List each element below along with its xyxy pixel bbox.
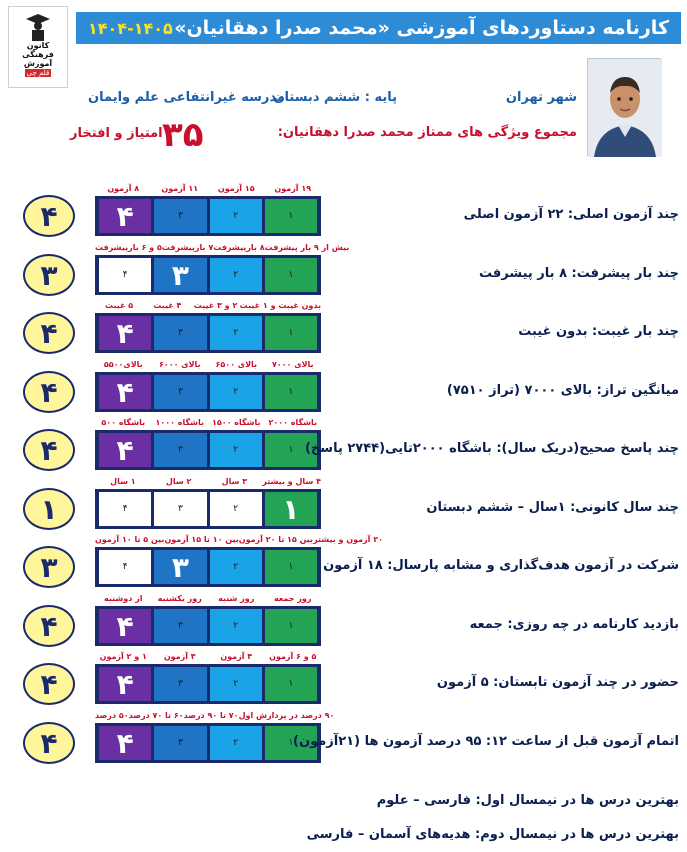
logo-text-1: کانون — [26, 41, 50, 50]
level-caption: ۵ و ۶ آزمون — [269, 652, 317, 661]
achievement-label: چند بار غیبت: بدون غیبت — [518, 324, 679, 339]
level-caption: ۵۰ درصد — [95, 711, 129, 720]
achievement-label: چند بار پیشرفت: ۸ بار پیشرفت — [478, 266, 679, 281]
row-captions — [95, 418, 321, 427]
level-cell: ۲ — [210, 550, 262, 584]
level-caption: بین ۱۵ تا ۲۰ آزمون — [238, 535, 314, 544]
row-captions — [95, 594, 321, 603]
score-caption: امتیاز و افتخار — [70, 126, 163, 141]
level-caption: ۳ سال — [221, 477, 248, 486]
achievement-label: چند آزمون اصلی: ۲۲ آزمون اصلی — [463, 207, 679, 222]
title-years: ۱۴۰۴-۱۴۰۵ — [88, 18, 173, 38]
level-caption: ۸ بارپیشرفت — [213, 243, 265, 252]
level-caption: ۳ آزمون — [163, 652, 196, 661]
level-caption: باشگاه ۲۰۰۰ — [268, 418, 318, 427]
level-caption: ۱ سال — [110, 477, 136, 486]
logo-tag: قلم چی — [26, 69, 50, 77]
city-label: شهر تهران — [505, 90, 577, 105]
level-cell: ۲ — [210, 609, 262, 643]
level-caption: ۲ سال — [165, 477, 192, 486]
page-title: کارنامه دستاوردهای آموزشی «محمد صدرا دهقانیان» — [174, 17, 669, 39]
student-portrait-icon — [588, 59, 662, 157]
level-cell: ۳ — [154, 375, 206, 409]
level-cell: ۲ — [210, 726, 262, 760]
level-strip — [95, 313, 321, 353]
achievement-label: چند سال کانونی: ۱سال – ششم دبستان — [426, 500, 679, 515]
level-caption: ۱۱ آزمون — [161, 184, 199, 193]
level-cell: ۳ — [154, 667, 206, 701]
level-cell: ۱ — [265, 550, 317, 584]
level-caption: ۵ و ۶ بارپیشرفت — [95, 243, 162, 252]
level-caption: بالای ۶۵۰۰ — [215, 360, 258, 369]
level-caption: ۲ و ۳ غیبت — [193, 301, 238, 310]
row-captions — [95, 184, 321, 193]
level-caption: روز یکشنبه — [157, 594, 202, 603]
level-cell: ۲ — [210, 258, 262, 292]
level-caption: ۵ غیبت — [105, 301, 134, 310]
level-strip — [95, 255, 321, 295]
level-caption: ۸ آزمون — [107, 184, 140, 193]
level-cell-selected: ۴ — [99, 667, 151, 701]
total-score: ۳۵ — [162, 115, 204, 155]
level-caption: بیش از ۹ بار پیشرفت — [264, 243, 350, 252]
row-score-badge: ۴ — [23, 722, 75, 764]
level-cell-selected: ۴ — [99, 433, 151, 467]
level-caption: بالای ۶۰۰۰ — [158, 360, 201, 369]
logo-text-3: آموزش — [23, 59, 53, 68]
level-cell: ۴ — [99, 258, 151, 292]
kanoon-logo — [8, 6, 68, 88]
level-cell: ۱ — [265, 609, 317, 643]
level-cell-selected: ۴ — [99, 375, 151, 409]
row-captions — [95, 711, 335, 720]
level-cell-selected: ۳ — [154, 550, 206, 584]
level-cell: ۲ — [210, 375, 262, 409]
level-strip — [95, 372, 321, 412]
level-cell: ۳ — [154, 609, 206, 643]
level-cell: ۱ — [265, 375, 317, 409]
level-cell: ۱ — [265, 199, 317, 233]
row-score-badge: ۴ — [23, 663, 75, 705]
school-label: مدرسه غیرانتفاعی علم وایمان — [88, 90, 285, 105]
level-cell: ۲ — [210, 199, 262, 233]
row-score-badge: ۴ — [23, 312, 75, 354]
level-cell: ۲ — [210, 667, 262, 701]
row-score-badge: ۱ — [23, 488, 75, 530]
level-cell-selected: ۴ — [99, 316, 151, 350]
features-label: مجموع ویژگی های ممتاز محمد صدرا دهقانیان: — [277, 125, 577, 140]
level-cell-selected: ۱ — [265, 492, 317, 526]
level-caption: ۶۰ تا ۷۰ درصد — [128, 711, 184, 720]
level-strip — [95, 430, 321, 470]
level-caption: ۱۹ آزمون — [274, 184, 312, 193]
row-captions — [95, 360, 321, 369]
level-cell: ۳ — [154, 726, 206, 760]
achievement-label: شرکت در آزمون هدف‌گذاری و مشابه پارسال: ۱۸ آزمون — [323, 558, 679, 573]
graduate-icon — [24, 11, 52, 41]
level-cell-selected: ۴ — [99, 199, 151, 233]
level-caption: بدون غیبت و ۱ غیبت — [239, 301, 322, 310]
achievement-label: اتمام آزمون قبل از ساعت ۱۲: ۹۵ درصد آزمون ها (۲۱آزمون) — [293, 734, 679, 749]
level-strip — [95, 489, 321, 529]
level-cell: ۲ — [210, 433, 262, 467]
level-caption: بالای ۷۰۰۰ — [271, 360, 314, 369]
level-cell: ۲ — [210, 492, 262, 526]
level-caption: ۴ سال و بیشتر — [262, 477, 321, 486]
level-caption: بین ۵ تا ۱۰ آزمون — [95, 535, 165, 544]
level-caption: باشگاه ۱۰۰۰ — [155, 418, 205, 427]
level-cell: ۱ — [265, 667, 317, 701]
best-subjects-first-half: بهترین درس ها در نیمسال اول: فارسی – علوم — [376, 793, 679, 808]
title-bar — [76, 12, 681, 44]
level-cell: ۳ — [154, 199, 206, 233]
level-caption: ۴ غیبت — [153, 301, 182, 310]
row-score-badge: ۴ — [23, 195, 75, 237]
level-caption: ۱۵ آزمون — [217, 184, 255, 193]
level-cell: ۴ — [99, 492, 151, 526]
level-caption: ۷ بارپیشرفت — [161, 243, 214, 252]
level-strip — [95, 547, 321, 587]
level-caption: روز جمعه — [274, 594, 312, 603]
level-cell: ۳ — [154, 316, 206, 350]
row-captions — [95, 477, 321, 486]
level-cell-selected: ۳ — [154, 258, 206, 292]
level-caption: باشگاه ۵۰۰ — [101, 418, 146, 427]
achievement-label: چند پاسخ صحیح(دریک سال): باشگاه ۲۰۰۰تایی(۲۷۴۴ پاسخ) — [304, 441, 679, 456]
row-captions — [95, 652, 321, 661]
logo-text-2: فرهنگی — [22, 50, 54, 59]
achievement-label: حضور در چند آزمون تابستان: ۵ آزمون — [436, 675, 679, 690]
student-photo — [587, 58, 661, 156]
level-caption: ۹۰ درصد در پردازش اول — [238, 711, 335, 720]
level-cell: ۳ — [154, 433, 206, 467]
level-caption: ۲۰ آزمون و بیشتر — [313, 535, 383, 544]
level-cell: ۲ — [210, 316, 262, 350]
row-score-badge: ۳ — [23, 546, 75, 588]
row-captions — [95, 535, 383, 544]
best-subjects-second-half: بهترین درس ها در نیمسال دوم: هدیه‌های آسمان – فارسی — [306, 827, 679, 842]
row-score-badge: ۴ — [23, 429, 75, 471]
level-caption: بالای۵۵۰۰ — [103, 360, 143, 369]
level-cell: ۱ — [265, 433, 317, 467]
level-caption: ۱ و ۲ آزمون — [99, 652, 147, 661]
achievement-label: میانگین تراز: بالای ۷۰۰۰ (تراز ۷۵۱۰) — [446, 383, 679, 398]
level-strip — [95, 606, 321, 646]
achievement-label: بازدید کارنامه در چه روزی: جمعه — [469, 617, 679, 632]
row-captions — [95, 243, 350, 252]
grade-label: پایه : ششم دبستان — [273, 90, 397, 105]
level-caption: ۷۰ تا ۹۰ درصد — [183, 711, 239, 720]
level-cell: ۳ — [154, 492, 206, 526]
row-score-badge: ۴ — [23, 371, 75, 413]
level-cell: ۱ — [265, 258, 317, 292]
level-cell: ۱ — [265, 316, 317, 350]
level-strip — [95, 664, 321, 704]
level-cell-selected: ۴ — [99, 609, 151, 643]
level-caption: روز شنبه — [218, 594, 255, 603]
row-captions — [95, 301, 321, 310]
level-cell: ۱ — [265, 726, 317, 760]
level-caption: بین ۱۰ تا ۱۵ آزمون — [164, 535, 239, 544]
level-strip — [95, 723, 321, 763]
level-strip — [95, 196, 321, 236]
level-cell: ۴ — [99, 550, 151, 584]
row-score-badge: ۴ — [23, 605, 75, 647]
level-caption: ۴ آزمون — [220, 652, 253, 661]
row-score-badge: ۳ — [23, 254, 75, 296]
level-caption: باشگاه ۱۵۰۰ — [211, 418, 261, 427]
level-caption: از دوشنبه — [104, 594, 143, 603]
level-cell-selected: ۴ — [99, 726, 151, 760]
